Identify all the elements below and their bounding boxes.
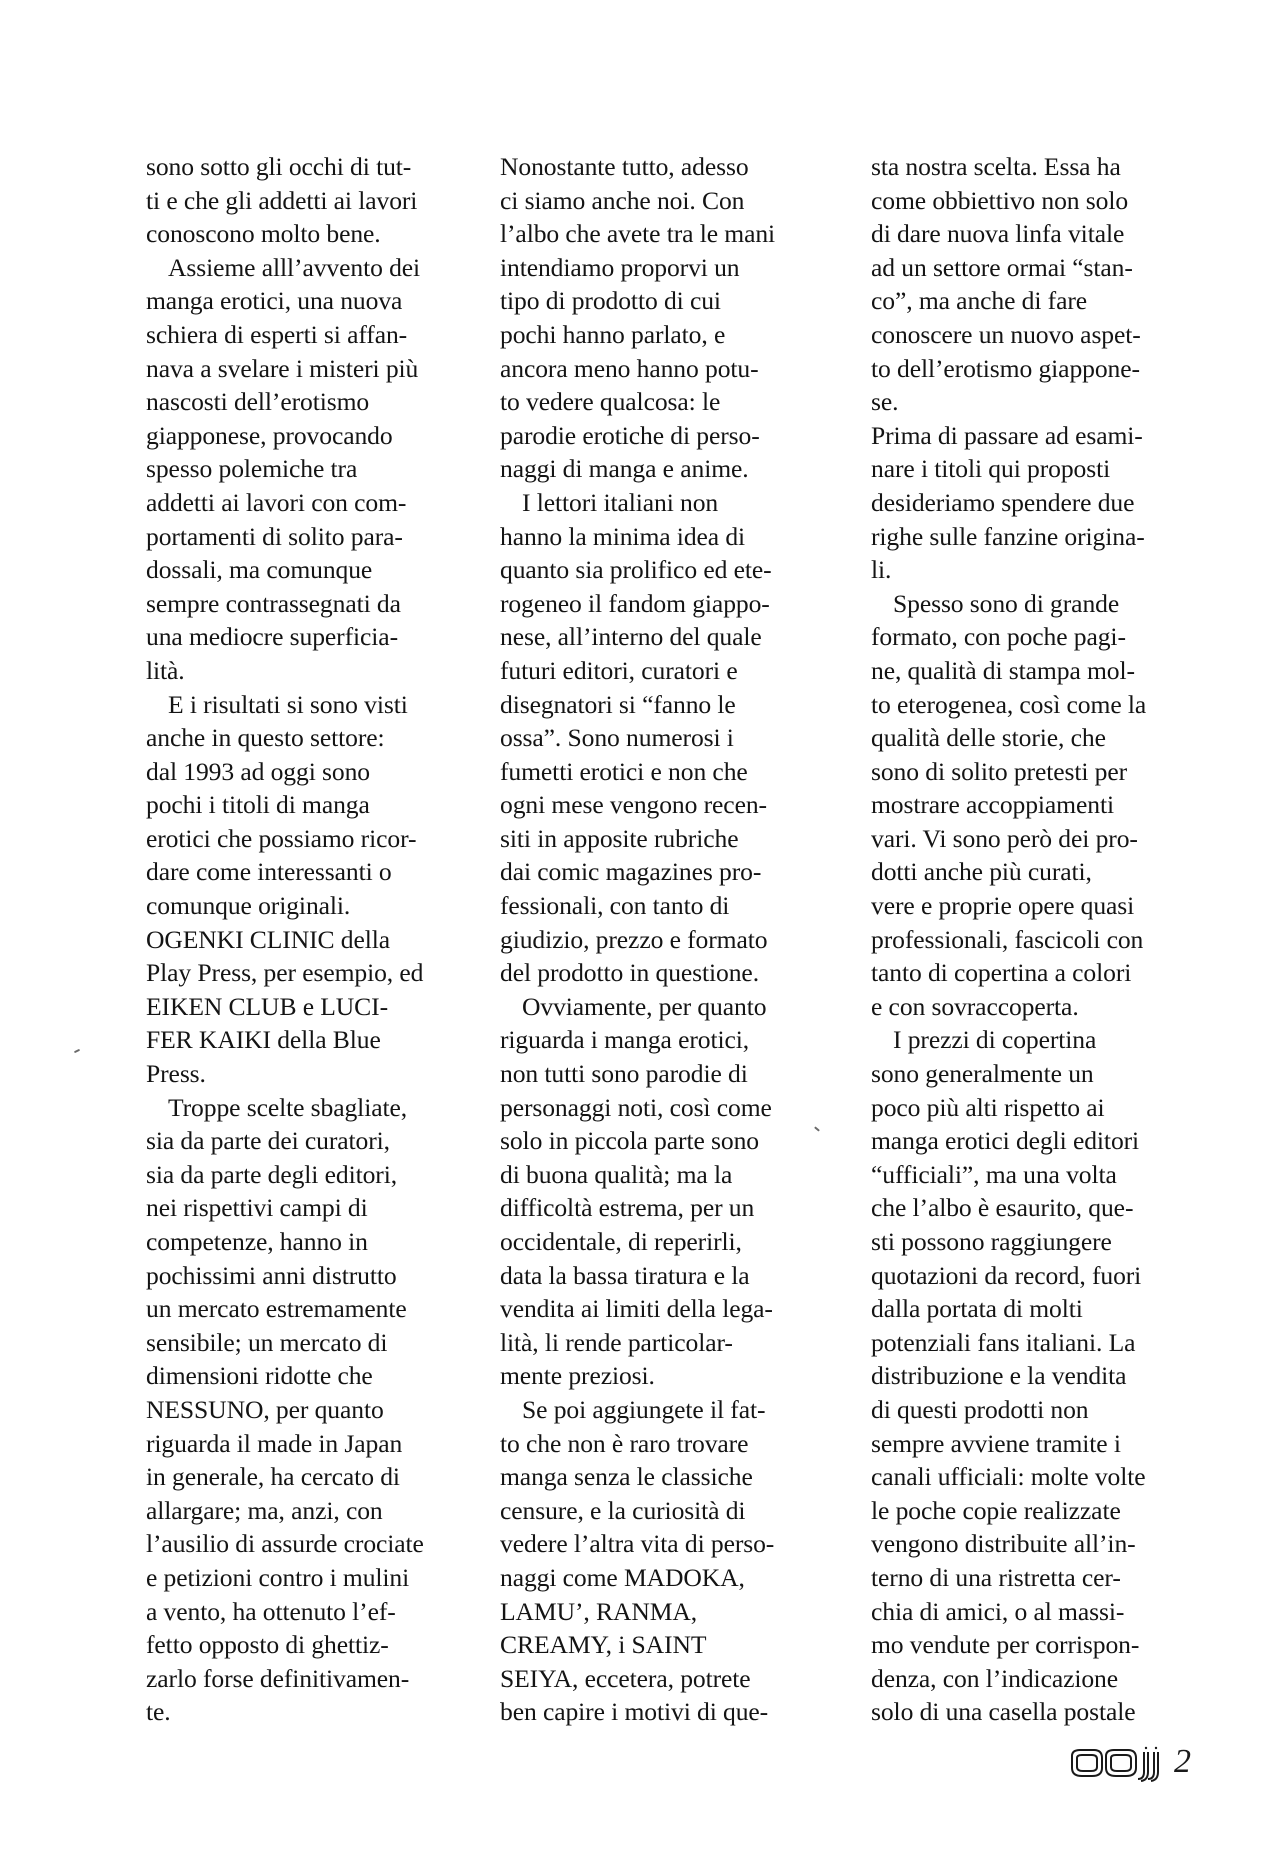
text-line: mente preziosi. bbox=[500, 1361, 655, 1391]
text-line: un mercato estremamente bbox=[146, 1294, 407, 1324]
text-line: vedere l’altra vita di perso- bbox=[500, 1529, 775, 1559]
text-line: E i risultati si sono visti bbox=[168, 689, 408, 719]
text-line: dal 1993 ad oggi sono bbox=[146, 756, 370, 786]
text-line: lità. bbox=[146, 655, 185, 685]
text-line: mo vendute per corrispon- bbox=[871, 1630, 1140, 1660]
text-line: pochi i titoli di manga bbox=[146, 790, 370, 820]
text-line: hanno la minima idea di bbox=[500, 521, 746, 551]
ooji-logo-icon bbox=[1068, 1746, 1164, 1782]
text-line: quotazioni da record, fuori bbox=[871, 1260, 1142, 1290]
text-line: pochi hanno parlato, e bbox=[500, 319, 726, 349]
text-line: zarlo forse definitivamen- bbox=[146, 1663, 410, 1693]
text-line: non tutti sono parodie di bbox=[500, 1059, 748, 1089]
text-line: I prezzi di copertina bbox=[893, 1025, 1097, 1055]
text-line: personaggi noti, così come bbox=[500, 1092, 772, 1122]
text-line: erotici che possiamo ricor- bbox=[146, 823, 417, 853]
text-line: riguarda il made in Japan bbox=[146, 1428, 403, 1458]
text-line: futuri editori, curatori e bbox=[500, 655, 738, 685]
text-line: manga erotici degli editori bbox=[871, 1126, 1140, 1156]
text-line: di questi prodotti non bbox=[871, 1394, 1089, 1424]
text-column-2 bbox=[500, 150, 820, 1729]
text-line: di buona qualità; ma la bbox=[500, 1159, 733, 1189]
page-number: 2 bbox=[1174, 1743, 1191, 1780]
text-line: pochissimi anni distrutto bbox=[146, 1260, 397, 1290]
text-line: addetti ai lavori con com- bbox=[146, 487, 407, 517]
text-line: in generale, ha cercato di bbox=[146, 1462, 400, 1492]
text-line: comunque originali. bbox=[146, 891, 351, 921]
text-line: distribuzione e la vendita bbox=[871, 1361, 1127, 1391]
text-line: Play Press, per esempio, ed bbox=[146, 958, 424, 988]
text-line: naggi come MADOKA, bbox=[500, 1562, 745, 1592]
text-line: conoscere un nuovo aspet- bbox=[871, 319, 1141, 349]
text-line: to dell’erotismo giappone- bbox=[871, 353, 1140, 383]
text-line: professionali, fascicoli con bbox=[871, 924, 1144, 954]
text-line: qualità delle storie, che bbox=[871, 723, 1106, 753]
text-line: Press. bbox=[146, 1059, 206, 1089]
text-line: l’ausilio di assurde crociate bbox=[146, 1529, 424, 1559]
text-line: vengono distribuite all’in- bbox=[871, 1529, 1136, 1559]
text-line: ossa”. Sono numerosi i bbox=[500, 723, 734, 753]
text-line: CREAMY, i SAINT bbox=[500, 1630, 707, 1660]
text-line: to che non è raro trovare bbox=[500, 1428, 749, 1458]
text-line: Se poi aggiungete il fat- bbox=[522, 1394, 766, 1424]
text-line: I lettori italiani non bbox=[522, 487, 719, 517]
text-line: Assieme alll’avvento dei bbox=[168, 252, 421, 282]
text-line: e con sovraccoperta. bbox=[871, 991, 1079, 1021]
text-line: sia da parte degli editori, bbox=[146, 1159, 398, 1189]
text-line: ogni mese vengono recen- bbox=[500, 790, 767, 820]
text-line: nava a svelare i misteri più bbox=[146, 353, 419, 383]
text-line: difficoltà estrema, per un bbox=[500, 1193, 755, 1223]
text-line: nare i titoli qui proposti bbox=[871, 454, 1111, 484]
text-line: ne, qualità di stampa mol- bbox=[871, 655, 1135, 685]
text-line: Troppe scelte sbagliate, bbox=[168, 1092, 408, 1122]
text-line: righe sulle fanzine origina- bbox=[871, 521, 1145, 551]
text-line: fessionali, con tanto di bbox=[500, 891, 730, 921]
text-line: naggi di manga e anime. bbox=[500, 454, 749, 484]
text-line: e petizioni contro i mulini bbox=[146, 1562, 410, 1592]
text-line: sta nostra scelta. Essa ha bbox=[871, 152, 1121, 181]
text-line: riguarda i manga erotici, bbox=[500, 1025, 750, 1055]
text-line: sia da parte dei curatori, bbox=[146, 1126, 390, 1156]
text-line: allargare; ma, anzi, con bbox=[146, 1495, 383, 1525]
text-line: ben capire i motivi di que- bbox=[500, 1697, 769, 1727]
text-column-3 bbox=[871, 150, 1201, 1729]
text-line: desideriamo spendere due bbox=[871, 487, 1135, 517]
text-line: ci siamo anche noi. Con bbox=[500, 185, 745, 215]
text-line: anche in questo settore: bbox=[146, 723, 385, 753]
text-line: potenziali fans italiani. La bbox=[871, 1327, 1136, 1357]
text-line: sono generalmente un bbox=[871, 1059, 1094, 1089]
text-line: se. bbox=[871, 387, 899, 417]
text-line: parodie erotiche di perso- bbox=[500, 420, 760, 450]
text-line: poco più alti rispetto ai bbox=[871, 1092, 1105, 1122]
text-line: NESSUNO, per quanto bbox=[146, 1394, 384, 1424]
text-line: ancora meno hanno potu- bbox=[500, 353, 759, 383]
text-line: chia di amici, o al massi- bbox=[871, 1596, 1125, 1626]
text-line: le poche copie realizzate bbox=[871, 1495, 1121, 1525]
text-line: ti e che gli addetti ai lavori bbox=[146, 185, 418, 215]
text-line: sono di solito pretesti per bbox=[871, 756, 1128, 786]
text-line: portamenti di solito para- bbox=[146, 521, 403, 551]
text-line: una mediocre superficia- bbox=[146, 622, 398, 652]
text-line: vendita ai limiti della lega- bbox=[500, 1294, 773, 1324]
text-line: giudizio, prezzo e formato bbox=[500, 924, 768, 954]
text-line: dotti anche più curati, bbox=[871, 857, 1092, 887]
text-line: tanto di copertina a colori bbox=[871, 958, 1132, 988]
text-line: FER KAIKI della Blue bbox=[146, 1025, 381, 1055]
text-line: OGENKI CLINIC della bbox=[146, 924, 391, 954]
text-line: co”, ma anche di fare bbox=[871, 286, 1088, 316]
text-line: occidentale, di reperirli, bbox=[500, 1227, 742, 1256]
text-line: lità, li rende particolar- bbox=[500, 1327, 733, 1357]
text-line: SEIYA, eccetera, potrete bbox=[500, 1663, 751, 1693]
text-line: dimensioni ridotte che bbox=[146, 1361, 373, 1391]
text-line: censure, e la curiosità di bbox=[500, 1495, 746, 1525]
text-line: rogeneo il fandom giappo- bbox=[500, 588, 770, 618]
text-line: sempre contrassegnati da bbox=[146, 588, 401, 618]
text-line: to vedere qualcosa: le bbox=[500, 387, 721, 417]
text-line: manga erotici, una nuova bbox=[146, 286, 403, 316]
text-line: schiera di esperti si affan- bbox=[146, 319, 408, 349]
text-line: sempre avviene tramite i bbox=[871, 1428, 1121, 1458]
text-line: del prodotto in questione. bbox=[500, 958, 759, 988]
text-line: Nonostante tutto, adesso bbox=[500, 152, 749, 181]
text-line: disegnatori si “fanno le bbox=[500, 689, 736, 719]
text-line: nascosti dell’erotismo bbox=[146, 387, 370, 417]
text-line: tipo di prodotto di cui bbox=[500, 286, 721, 316]
text-line: li. bbox=[871, 555, 892, 585]
text-line: denza, con l’indicazione bbox=[871, 1663, 1119, 1693]
text-line: Prima di passare ad esami- bbox=[871, 420, 1143, 450]
page-folio bbox=[1068, 1743, 1218, 1786]
text-line: competenze, hanno in bbox=[146, 1227, 368, 1256]
text-line: siti in apposite rubriche bbox=[500, 823, 739, 853]
text-line: te. bbox=[146, 1697, 171, 1727]
text-line: manga senza le classiche bbox=[500, 1462, 753, 1492]
text-line: dossali, ma comunque bbox=[146, 555, 373, 585]
text-line: di dare nuova linfa vitale bbox=[871, 219, 1125, 249]
text-line: Ovviamente, per quanto bbox=[522, 991, 767, 1021]
text-line: che l’albo è esaurito, que- bbox=[871, 1193, 1134, 1223]
text-line: conoscono molto bene. bbox=[146, 219, 381, 249]
text-line: vari. Vi sono però dei pro- bbox=[871, 823, 1138, 853]
text-line: l’albo che avete tra le mani bbox=[500, 219, 776, 249]
text-line: sono sotto gli occhi di tut- bbox=[146, 152, 412, 181]
text-column-1 bbox=[146, 150, 446, 1729]
text-line: nei rispettivi campi di bbox=[146, 1193, 368, 1223]
text-line: mostrare accoppiamenti bbox=[871, 790, 1114, 820]
text-line: intendiamo proporvi un bbox=[500, 252, 740, 282]
stray-mark bbox=[74, 1049, 80, 1053]
text-line: a vento, ha ottenuto l’ef- bbox=[146, 1596, 396, 1626]
text-line: terno di una ristretta cer- bbox=[871, 1562, 1121, 1592]
text-line: nese, all’interno del quale bbox=[500, 622, 762, 652]
text-line: data la bassa tiratura e la bbox=[500, 1260, 750, 1290]
text-line: fumetti erotici e non che bbox=[500, 756, 748, 786]
text-line: come obbiettivo non solo bbox=[871, 185, 1129, 215]
text-line: sensibile; un mercato di bbox=[146, 1327, 388, 1357]
text-line: giapponese, provocando bbox=[146, 420, 393, 450]
text-line: ad un settore ormai “stan- bbox=[871, 252, 1133, 282]
text-line: dare come interessanti o bbox=[146, 857, 392, 887]
text-line: spesso polemiche tra bbox=[146, 454, 358, 484]
text-line: to eterogenea, così come la bbox=[871, 689, 1147, 719]
text-line: sti possono raggiungere bbox=[871, 1227, 1112, 1256]
text-line: EIKEN CLUB e LUCI- bbox=[146, 991, 389, 1021]
text-line: dalla portata di molti bbox=[871, 1294, 1083, 1324]
text-line: LAMU’, RANMA, bbox=[500, 1596, 698, 1626]
text-line: fetto opposto di ghettiz- bbox=[146, 1630, 389, 1660]
text-line: canali ufficiali: molte volte bbox=[871, 1462, 1146, 1492]
text-line: Spesso sono di grande bbox=[893, 588, 1120, 618]
text-line: solo di una casella postale bbox=[871, 1697, 1136, 1727]
text-line: quanto sia prolifico ed ete- bbox=[500, 555, 772, 585]
text-line: “ufficiali”, ma una volta bbox=[871, 1159, 1117, 1189]
text-line: formato, con poche pagi- bbox=[871, 622, 1126, 652]
text-line: dai comic magazines pro- bbox=[500, 857, 762, 887]
text-line: vere e proprie opere quasi bbox=[871, 891, 1135, 921]
text-line: solo in piccola parte sono bbox=[500, 1126, 759, 1156]
